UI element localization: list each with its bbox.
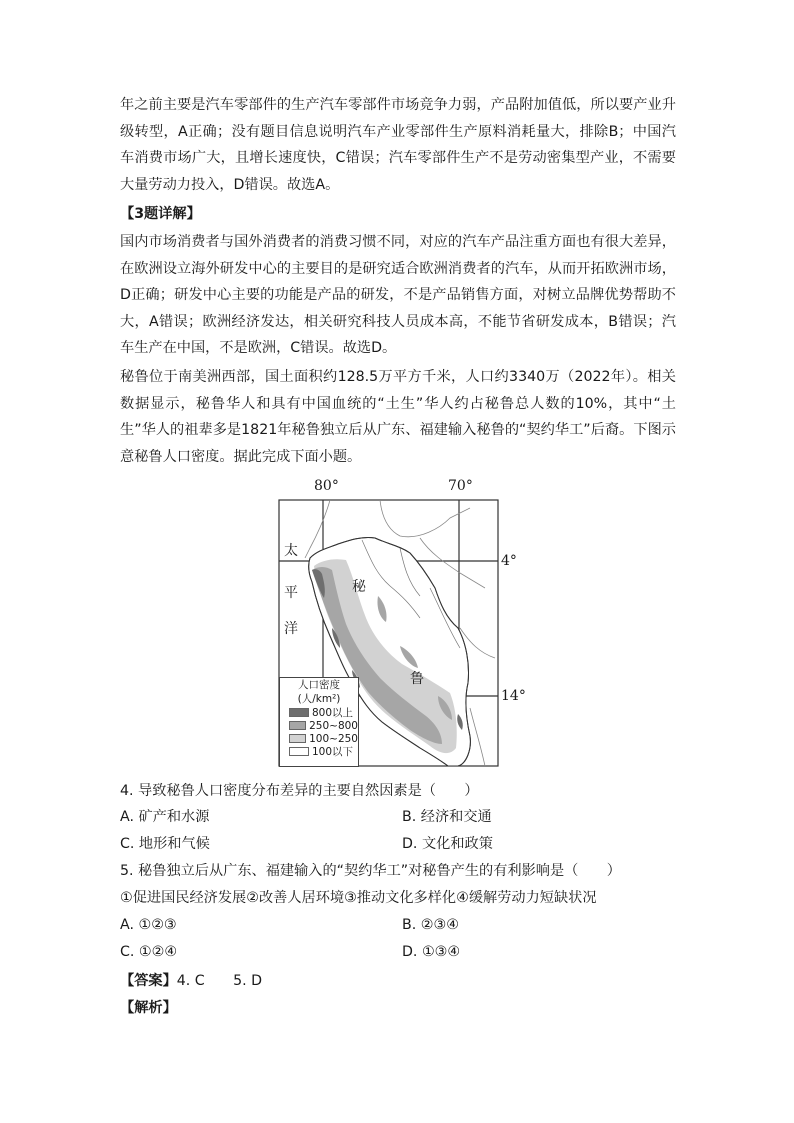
q4-option-c: C. 地形和气候 <box>120 836 210 852</box>
q5-stem: 5. 秘鲁独立后从广东、福建输入的“契约华工”对秘鲁产生的有利影响是（ ） <box>120 863 621 879</box>
q4-option-d: D. 文化和政策 <box>402 836 493 852</box>
analysis-label: 【解析】 <box>120 1000 177 1016</box>
ocean-label-tai: 太 <box>284 543 298 559</box>
q4-option-a: A. 矿产和水源 <box>120 809 210 825</box>
q5-option-d: D. ①③④ <box>402 944 461 960</box>
legend-swatch-100-250 <box>289 734 306 743</box>
q4-stem: 4. 导致秘鲁人口密度分布差异的主要自然因素是（ ） <box>120 783 479 799</box>
legend-label: 100~250 <box>309 732 358 745</box>
country-label-bi: 秘 <box>352 579 366 595</box>
country-label-lu: 鲁 <box>410 671 424 687</box>
lon-80-label: 80° <box>314 478 339 494</box>
q5-option-b: B. ②③④ <box>402 917 459 933</box>
lat-4-label: 4° <box>501 553 517 569</box>
answer-text: 4. C 5. D <box>176 973 263 989</box>
map-legend <box>279 677 359 767</box>
answer-label: 【答案】 <box>120 973 177 989</box>
ocean-label-ping: 平 <box>284 585 298 601</box>
q5-items: ①促进国民经济发展②改善人居环境③推动文化多样化④缓解劳动力短缺状况 <box>120 890 597 906</box>
intro-paragraph: 秘鲁位于南美洲西部，国土面积约128.5万平方千米，人口约3340万（2022年）。相关数据显示，秘鲁华人和具有中国血统的“土生”华人约占秘鲁总人数的10%，其中“土生”华人的祖辈多是1821年秘鲁独立后从广东、福建输入秘鲁的“契约华工”后裔。下图示意秘鲁人口密度。据此完成下面小题。 <box>120 369 676 465</box>
legend-label: 250~800 <box>309 719 358 732</box>
answer-line <box>120 968 262 994</box>
legend-label: 800以上 <box>312 707 354 719</box>
legend-item <box>289 706 358 719</box>
lon-70-label: 70° <box>448 478 473 494</box>
lat-14-label: 14° <box>501 688 526 704</box>
paragraph-continuation: 年之前主要是汽车零部件的生产汽车零部件市场竞争力弱，产品附加值低，所以要产业升级转型，A正确；没有题目信息说明汽车产业零部件生产原料消耗量大，排除B；中国汽车消费市场广大，且增长速度快，C错误；汽车零部件生产不是劳动密集型产业，不需要大量劳动力投入，D错误。故选A。 <box>120 97 676 193</box>
q3-explanation: 国内市场消费者与国外消费者的消费习惯不同，对应的汽车产品注重方面也有很大差异，在欧洲设立海外研发中心的主要目的是研究适合欧洲消费者的汽车，从而开拓欧洲市场，D正确；研发中心主要的功能是产品的研发，不是产品销售方面，对树立品牌优势帮助不大，A错误；欧洲经济发达，相关研究科技人员成本高，不能节省研发成本，B错误；汽车生产在中国，不是欧洲，C错误。故选D。 <box>120 234 676 356</box>
legend-swatch-under-100 <box>289 747 309 756</box>
q3-heading: 【3题详解】 <box>120 206 201 222</box>
q5-option-c: C. ①②④ <box>120 944 178 960</box>
legend-title-2: (人/km²) <box>297 693 341 705</box>
legend-title-1: 人口密度 <box>298 679 340 691</box>
legend-item <box>289 719 358 732</box>
legend-label: 100以下 <box>312 746 354 758</box>
ocean-label-yang: 洋 <box>284 621 298 637</box>
q4-option-b: B. 经济和交通 <box>402 809 492 825</box>
legend-item <box>289 745 358 758</box>
q5-option-a: A. ①②③ <box>120 917 177 933</box>
legend-swatch-800-plus <box>289 708 309 717</box>
legend-swatch-250-800 <box>289 721 306 730</box>
